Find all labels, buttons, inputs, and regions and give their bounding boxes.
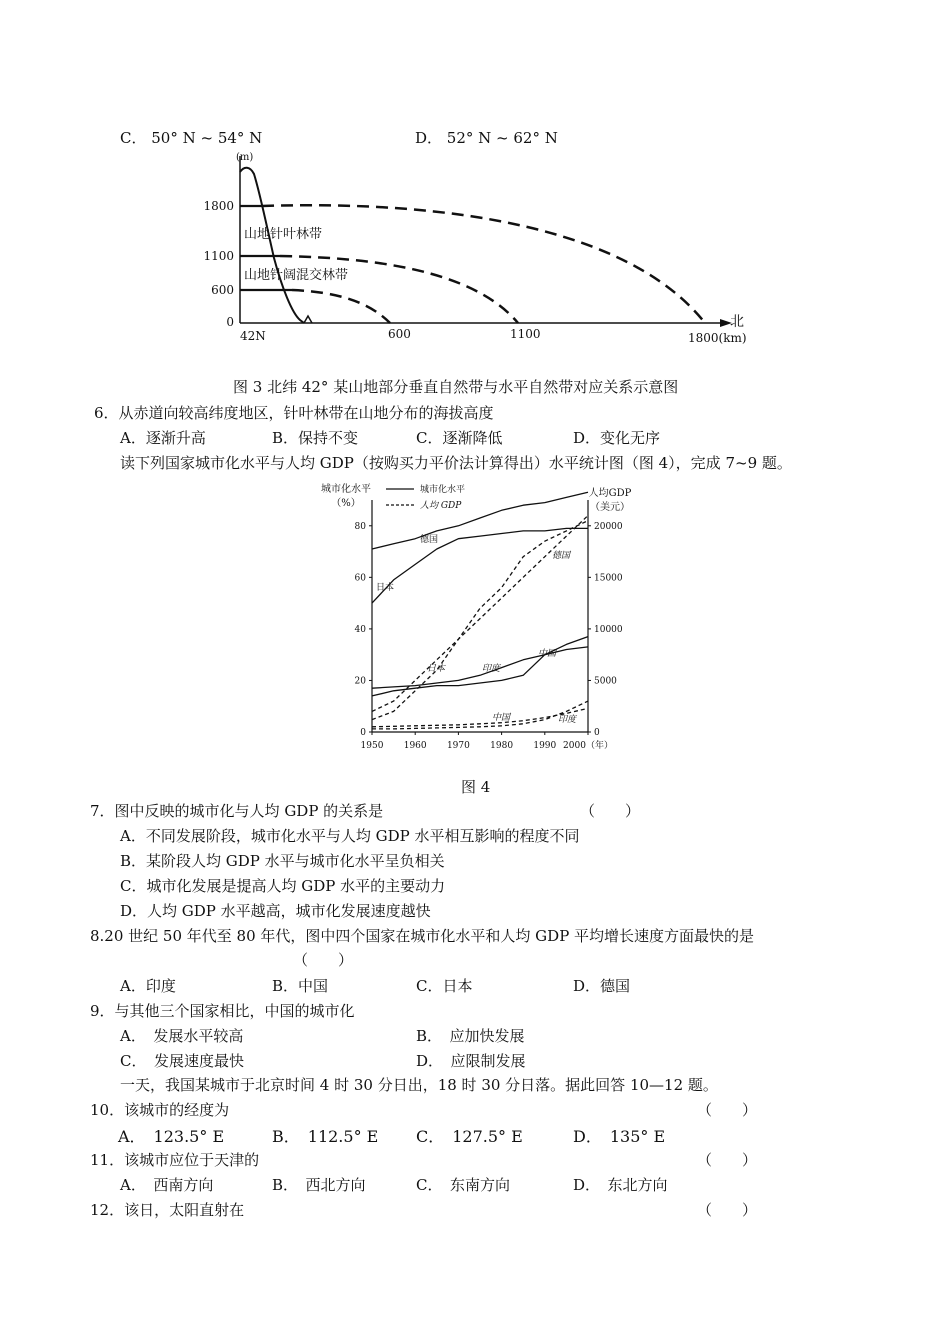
fig3-ytick-0: 0 — [226, 315, 234, 329]
q7-option-d: D．人均 GDP 水平越高，城市化发展速度越快 — [120, 902, 431, 920]
figure4-chart — [310, 478, 640, 768]
fig4-series-line-3 — [372, 637, 588, 696]
figure3-diagram — [200, 148, 760, 348]
q8-stem: 8.20 世纪 50 年代至 80 年代，图中四个国家在城市化水平和人均 GDP 平均增长速度方面最快的是 — [90, 927, 755, 945]
fig4-left-axis-unit: （%） — [331, 498, 361, 509]
q11-option-c: C． 东南方向 — [416, 1176, 510, 1194]
fig4-label-china-urban: 中国 — [538, 649, 557, 659]
fig4-label-india-urban: 印度 — [482, 664, 501, 674]
fig4-right-tick-label: 15000 — [594, 573, 623, 584]
fig4-left-tick-label: 40 — [354, 624, 366, 635]
q7-option-c: C．城市化发展是提高人均 GDP 水平的主要动力 — [120, 877, 446, 895]
fig3-xtick-1800: 1800(km) — [688, 331, 747, 345]
q12-answer-blank[interactable]: （ ） — [697, 1201, 758, 1219]
fig4-series-line-0 — [372, 492, 588, 549]
fig3-ytick-1800: 1800 — [203, 199, 234, 213]
fig4-x-tick-label: 1960 — [403, 741, 427, 751]
option-c-latitude: C． 50° N ~ 54° N — [120, 129, 263, 147]
fig4-label-germany-urban: 德国 — [420, 535, 439, 545]
fig4-label-japan-gdp: 日本 — [427, 664, 446, 674]
q6-option-b: B．保持不变 — [272, 429, 359, 447]
q11-option-d: D． 东北方向 — [573, 1176, 668, 1194]
fig4-right-tick-label: 20000 — [594, 521, 623, 532]
q7-option-b: B．某阶段人均 GDP 水平与城市化水平呈负相关 — [120, 852, 445, 870]
q6-option-c: C．逐渐降低 — [416, 429, 503, 447]
q7-stem: 7．图中反映的城市化与人均 GDP 的关系是 — [90, 802, 384, 820]
fig4-series-line-7 — [372, 708, 588, 727]
q6-option-d: D．变化无序 — [573, 429, 661, 447]
q10-option-a: A． 123.5° E — [118, 1127, 225, 1146]
fig4-left-tick-label: 20 — [354, 676, 366, 687]
q9-option-a: A． 发展水平较高 — [120, 1027, 244, 1045]
intro-10-12: 一天，我国某城市于北京时间 4 时 30 分日出，18 时 30 分日落。据此回答 10—12 题。 — [120, 1076, 718, 1094]
q8-option-b: B．中国 — [272, 977, 329, 995]
fig3-north-label: 北 — [730, 314, 744, 330]
q10-option-b: B． 112.5° E — [272, 1127, 379, 1146]
q10-option-d: D． 135° E — [573, 1127, 666, 1146]
fig4-label-germany-gdp: 德国 — [552, 551, 571, 561]
q8-option-a: A．印度 — [120, 977, 176, 995]
fig4-x-tick-label: 1990 — [533, 741, 557, 751]
fig4-left-axis-title: 城市化水平 — [321, 484, 371, 495]
fig4-right-tick-label: 0 — [594, 728, 600, 738]
fig4-label-india-gdp: 印度 — [558, 715, 577, 725]
q8-answer-blank[interactable]: （ ） — [293, 951, 354, 969]
q7-option-a: A．不同发展阶段，城市化水平与人均 GDP 水平相互影响的程度不同 — [120, 827, 580, 845]
fig4-label-china-gdp: 中国 — [492, 713, 511, 723]
q6-stem: 6．从赤道向较高纬度地区，针叶林带在山地分布的海拔高度 — [94, 404, 494, 422]
fig3-ytick-600: 600 — [211, 283, 234, 297]
fig4-label-japan-urban: 日本 — [376, 583, 395, 593]
fig4-series-line-4 — [372, 516, 588, 712]
fig3-xtick-42n: 42N — [240, 329, 266, 343]
fig3-y-unit: (m) — [236, 152, 254, 163]
q9-option-b: B． 应加快发展 — [416, 1027, 525, 1045]
q12-stem: 12．该日，太阳直射在 — [90, 1201, 245, 1219]
q11-answer-blank[interactable]: （ ） — [697, 1151, 758, 1169]
fig4-legend-gdp: 人均 GDP — [420, 501, 462, 511]
option-d-latitude: D． 52° N ~ 62° N — [415, 129, 558, 147]
fig4-x-tick-label: 1980 — [490, 741, 514, 751]
fig4-right-axis-unit: （美元） — [590, 502, 630, 513]
fig4-right-tick-label: 5000 — [594, 676, 617, 687]
q8-option-d: D．德国 — [573, 977, 631, 995]
fig4-x-tick-label: 2000（年） — [563, 741, 613, 751]
fig4-legend-urban: 城市化水平 — [420, 485, 466, 495]
fig3-xtick-600: 600 — [388, 327, 411, 341]
figure3-caption: 图 3 北纬 42° 某山地部分垂直自然带与水平自然带对应关系示意图 — [233, 378, 679, 396]
fig4-x-tick-label: 1950 — [360, 741, 384, 751]
fig4-left-tick-label: 60 — [354, 573, 366, 584]
fig4-right-tick-label: 10000 — [594, 624, 623, 635]
q10-option-c: C． 127.5° E — [416, 1127, 523, 1146]
intro-7-9: 读下列国家城市化水平与人均 GDP（按购买力平价法计算得出）水平统计图（图 4），完成 7~9 题。 — [120, 454, 792, 472]
q11-stem: 11．该城市应位于天津的 — [90, 1151, 260, 1169]
fig4-x-tick-label: 1970 — [446, 741, 470, 751]
fig4-right-axis-title: 人均GDP — [588, 488, 632, 499]
fig4-left-tick-label: 80 — [354, 521, 366, 532]
fig3-zone-conifer: 山地针叶林带 — [244, 227, 323, 242]
q11-option-a: A． 西南方向 — [120, 1176, 214, 1194]
fig3-xtick-1100: 1100 — [510, 327, 541, 341]
q10-stem: 10．该城市的经度为 — [90, 1101, 230, 1119]
fig4-series-line-1 — [372, 528, 588, 603]
fig3-zone-mixed: 山地针阔混交林带 — [244, 268, 349, 283]
figure4-caption: 图 4 — [461, 778, 491, 796]
q9-option-d: D． 应限制发展 — [416, 1052, 526, 1070]
q11-option-b: B． 西北方向 — [272, 1176, 366, 1194]
q9-option-c: C． 发展速度最快 — [120, 1052, 244, 1070]
q9-stem: 9．与其他三个国家相比，中国的城市化 — [90, 1002, 355, 1020]
q6-option-a: A．逐渐升高 — [120, 429, 206, 447]
q7-answer-blank[interactable]: （ ） — [580, 802, 641, 820]
q8-option-c: C．日本 — [416, 977, 473, 995]
fig3-ytick-1100: 1100 — [203, 249, 234, 263]
q10-answer-blank[interactable]: （ ） — [697, 1101, 758, 1119]
fig4-left-tick-label: 0 — [360, 728, 366, 738]
